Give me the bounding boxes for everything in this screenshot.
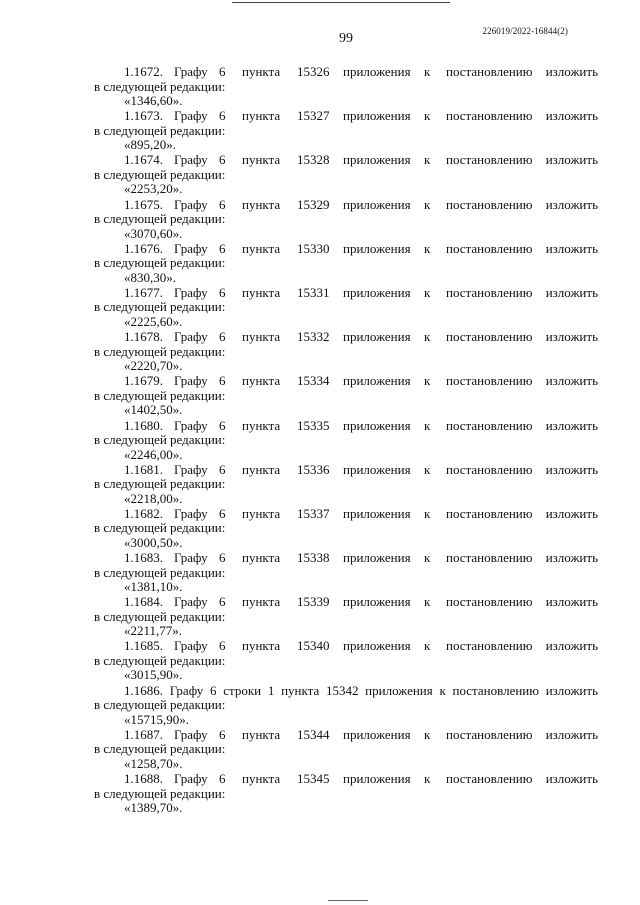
punkt-word: пункта [242, 550, 281, 566]
appendix-word: приложения [343, 505, 411, 521]
value-line [94, 358, 598, 373]
value-line [94, 667, 598, 682]
entry-number: 1.1679. [124, 373, 163, 389]
column-number: 6 [219, 726, 226, 742]
entry-first-line [94, 241, 598, 256]
edition-line: в следующей редакции: [94, 476, 226, 492]
value-line [94, 712, 598, 727]
amount-value: «2220,70». [124, 358, 183, 374]
appendix-word: приложения [343, 373, 411, 389]
entry-first-line [94, 462, 598, 477]
amount-value: «1346,60». [124, 93, 183, 108]
edition-line: в следующей редакции: [94, 255, 226, 271]
resolution-word: постановлению [446, 505, 533, 521]
entry-number: 1.1677. [124, 284, 163, 300]
edition-line: в следующей редакции: [94, 387, 226, 403]
grafu-word: Графу [174, 771, 208, 786]
k-word: к [424, 284, 431, 300]
amount-value: «2218,00». [124, 490, 183, 506]
point-number: 15344 [297, 726, 330, 742]
edition-line: в следующей редакции: [94, 564, 226, 580]
k-word: к [424, 594, 431, 610]
value-line [94, 535, 598, 550]
entry-number: 1.1676. [124, 240, 163, 256]
entry-number: 1.1678. [124, 329, 163, 345]
entry-first-line [94, 64, 598, 79]
k-word: к [424, 152, 431, 168]
punkt-word: пункта [242, 108, 281, 124]
entries-list [94, 64, 598, 815]
list-item [94, 771, 598, 815]
entry-first-line [94, 373, 598, 388]
k-word: к [424, 771, 431, 786]
amount-value: «3000,50». [124, 534, 183, 550]
point-number: 15331 [297, 284, 330, 300]
amount-value: «2253,20». [124, 181, 183, 197]
value-line [94, 93, 598, 108]
edition-line: в следующей редакции: [94, 652, 226, 668]
column-number: 6 [219, 108, 226, 124]
edition-line: в следующей редакции: [94, 608, 226, 624]
amount-value: «830,30». [124, 269, 176, 285]
k-word: к [424, 329, 431, 345]
column-number: 6 [219, 594, 226, 610]
grafu-word: Графу [174, 726, 208, 742]
punkt-word: пункта [242, 461, 281, 477]
k-word: к [424, 373, 431, 389]
grafu-word: Графу [174, 505, 208, 521]
appendix-word: приложения [343, 417, 411, 433]
punkt-word: пункта [242, 771, 281, 786]
list-item [94, 506, 598, 550]
value-line [94, 314, 598, 329]
column-number: 6 [219, 240, 226, 256]
list-item [94, 418, 598, 462]
list-item [94, 329, 598, 373]
resolution-word: постановлению [446, 196, 533, 212]
amount-value: «3015,90». [124, 667, 183, 683]
punkt-word: пункта [242, 373, 281, 389]
point-number: 15326 [297, 64, 330, 79]
grafu-word: Графу [174, 373, 208, 389]
value-line [94, 491, 598, 506]
point-number: 15335 [297, 417, 330, 433]
point-number: 15327 [297, 108, 330, 124]
point-number: 15329 [297, 196, 330, 212]
k-word: к [424, 550, 431, 566]
value-line [94, 270, 598, 285]
resolution-word: постановлению [446, 108, 533, 124]
state-word: изложить [545, 771, 598, 786]
k-word: к [424, 638, 431, 654]
entry-first-line [94, 506, 598, 521]
list-item [94, 683, 598, 727]
amount-value: «2246,00». [124, 446, 183, 462]
amount-value: «15715,90». [124, 711, 189, 727]
point-number: 15336 [297, 461, 330, 477]
edition-line: в следующей редакции: [94, 520, 226, 536]
list-item [94, 108, 598, 152]
edition-line: в следующей редакции: [94, 78, 226, 94]
amount-value: «1381,10». [124, 579, 183, 595]
list-item [94, 197, 598, 241]
resolution-word: постановлению [446, 461, 533, 477]
punkt-word: пункта [242, 417, 281, 433]
punkt-word: пункта [242, 196, 281, 212]
edition-line: в следующей редакции: [94, 432, 226, 447]
entry-number: 1.1685. [124, 638, 163, 654]
entry-full-line: 1.1686. Графу 6 строки 1 пункта 15342 приложения к постановлению изложить [124, 682, 598, 698]
grafu-word: Графу [174, 550, 208, 566]
state-word: изложить [545, 638, 598, 654]
appendix-word: приложения [343, 284, 411, 300]
state-word: изложить [545, 64, 598, 79]
amount-value: «3070,60». [124, 225, 183, 241]
k-word: к [424, 108, 431, 124]
k-word: к [424, 505, 431, 521]
amount-value: «2225,60». [124, 313, 183, 329]
grafu-word: Графу [174, 638, 208, 654]
resolution-word: постановлению [446, 771, 533, 786]
edition-line: в следующей редакции: [94, 166, 226, 182]
state-word: изложить [545, 108, 598, 124]
amount-value: «1389,70». [124, 800, 183, 815]
list-item [94, 241, 598, 285]
state-word: изложить [545, 152, 598, 168]
appendix-word: приложения [343, 726, 411, 742]
point-number: 15339 [297, 594, 330, 610]
edition-line: в следующей редакции: [94, 211, 226, 227]
document-id: 226019/2022-16844(2) [482, 26, 568, 36]
punkt-word: пункта [242, 594, 281, 610]
bottom-rule [328, 900, 368, 901]
resolution-word: постановлению [446, 594, 533, 610]
entry-first-line [94, 594, 598, 609]
value-line [94, 756, 598, 771]
appendix-word: приложения [343, 638, 411, 654]
edition-line: в следующей редакции: [94, 741, 226, 757]
point-number: 15338 [297, 550, 330, 566]
value-line [94, 402, 598, 417]
value-line [94, 181, 598, 196]
appendix-word: приложения [343, 196, 411, 212]
resolution-word: постановлению [446, 329, 533, 345]
value-line [94, 137, 598, 152]
list-item [94, 594, 598, 638]
punkt-word: пункта [242, 240, 281, 256]
grafu-word: Графу [174, 461, 208, 477]
state-word: изложить [545, 240, 598, 256]
k-word: к [424, 240, 431, 256]
amount-value: «2211,77». [124, 623, 183, 639]
state-word: изложить [545, 284, 598, 300]
state-word: изложить [545, 417, 598, 433]
punkt-word: пункта [242, 64, 281, 79]
column-number: 6 [219, 550, 226, 566]
point-number: 15334 [297, 373, 330, 389]
entry-first-line [94, 771, 598, 786]
k-word: к [424, 64, 431, 79]
value-line [94, 579, 598, 594]
grafu-word: Графу [174, 240, 208, 256]
grafu-word: Графу [174, 594, 208, 610]
list-item [94, 550, 598, 594]
punkt-word: пункта [242, 726, 281, 742]
list-item [94, 462, 598, 506]
state-word: изложить [545, 196, 598, 212]
list-item [94, 727, 598, 771]
top-rule [232, 2, 450, 3]
amount-value: «1402,50». [124, 402, 183, 418]
entry-number: 1.1672. [124, 64, 163, 79]
entry-number: 1.1687. [124, 726, 163, 742]
state-word: изложить [545, 550, 598, 566]
amount-value: «1258,70». [124, 755, 183, 771]
point-number: 15337 [297, 505, 330, 521]
entry-number: 1.1682. [124, 505, 163, 521]
punkt-word: пункта [242, 638, 281, 654]
appendix-word: приложения [343, 329, 411, 345]
point-number: 15330 [297, 240, 330, 256]
point-number: 15332 [297, 329, 330, 345]
appendix-word: приложения [343, 64, 411, 79]
column-number: 6 [219, 638, 226, 654]
entry-first-line [94, 197, 598, 212]
edition-line: в следующей редакции: [94, 697, 226, 713]
entry-first-line [94, 683, 598, 698]
grafu-word: Графу [174, 152, 208, 168]
column-number: 6 [219, 329, 226, 345]
punkt-word: пункта [242, 329, 281, 345]
edition-line: в следующей редакции: [94, 299, 226, 315]
resolution-word: постановлению [446, 373, 533, 389]
value-line [94, 226, 598, 241]
state-word: изложить [545, 505, 598, 521]
column-number: 6 [219, 373, 226, 389]
resolution-word: постановлению [446, 152, 533, 168]
state-word: изложить [545, 329, 598, 345]
entry-first-line [94, 727, 598, 742]
column-number: 6 [219, 64, 226, 79]
grafu-word: Графу [174, 108, 208, 124]
column-number: 6 [219, 196, 226, 212]
resolution-word: постановлению [446, 284, 533, 300]
appendix-word: приложения [343, 108, 411, 124]
resolution-word: постановлению [446, 240, 533, 256]
column-number: 6 [219, 771, 226, 786]
state-word: изложить [545, 726, 598, 742]
appendix-word: приложения [343, 152, 411, 168]
resolution-word: постановлению [446, 550, 533, 566]
entry-number: 1.1673. [124, 108, 163, 124]
state-word: изложить [545, 594, 598, 610]
state-word: изложить [545, 461, 598, 477]
point-number: 15340 [297, 638, 330, 654]
value-line [94, 447, 598, 462]
entry-number: 1.1674. [124, 152, 163, 168]
list-item [94, 285, 598, 329]
entry-first-line [94, 152, 598, 167]
appendix-word: приложения [343, 240, 411, 256]
appendix-word: приложения [343, 771, 411, 786]
appendix-word: приложения [343, 594, 411, 610]
list-item [94, 152, 598, 196]
entry-number: 1.1681. [124, 461, 163, 477]
amount-value: «895,20». [124, 137, 176, 153]
entry-first-line [94, 329, 598, 344]
grafu-word: Графу [174, 196, 208, 212]
entry-first-line [94, 108, 598, 123]
resolution-word: постановлению [446, 64, 533, 79]
value-line [94, 623, 598, 638]
page-number: 99 [339, 31, 353, 46]
column-number: 6 [219, 284, 226, 300]
entry-number: 1.1683. [124, 550, 163, 566]
column-number: 6 [219, 417, 226, 433]
grafu-word: Графу [174, 417, 208, 433]
punkt-word: пункта [242, 152, 281, 168]
appendix-word: приложения [343, 550, 411, 566]
column-number: 6 [219, 505, 226, 521]
column-number: 6 [219, 152, 226, 168]
k-word: к [424, 417, 431, 433]
edition-line: в следующей редакции: [94, 343, 226, 359]
grafu-word: Графу [174, 284, 208, 300]
resolution-word: постановлению [446, 726, 533, 742]
value-line [94, 800, 598, 815]
entry-number: 1.1688. [124, 771, 163, 786]
edition-line: в следующей редакции: [94, 785, 226, 801]
entry-first-line [94, 638, 598, 653]
grafu-word: Графу [174, 64, 208, 79]
edition-line: в следующей редакции: [94, 122, 226, 138]
resolution-word: постановлению [446, 417, 533, 433]
point-number: 15345 [297, 771, 330, 786]
entry-first-line [94, 550, 598, 565]
k-word: к [424, 461, 431, 477]
entry-first-line [94, 285, 598, 300]
list-item [94, 638, 598, 682]
list-item [94, 64, 598, 108]
punkt-word: пункта [242, 505, 281, 521]
resolution-word: постановлению [446, 638, 533, 654]
appendix-word: приложения [343, 461, 411, 477]
punkt-word: пункта [242, 284, 281, 300]
entry-number: 1.1680. [124, 417, 163, 433]
k-word: к [424, 726, 431, 742]
entry-number: 1.1684. [124, 594, 163, 610]
point-number: 15328 [297, 152, 330, 168]
column-number: 6 [219, 461, 226, 477]
entry-first-line [94, 418, 598, 433]
list-item [94, 373, 598, 417]
grafu-word: Графу [174, 329, 208, 345]
state-word: изложить [545, 373, 598, 389]
entry-number: 1.1675. [124, 196, 163, 212]
k-word: к [424, 196, 431, 212]
